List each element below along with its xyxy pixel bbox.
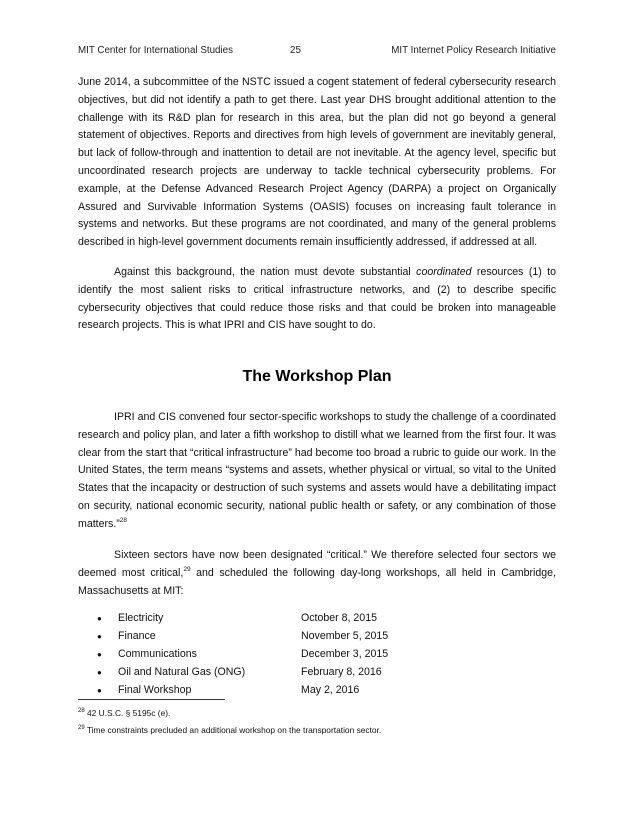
workshop-date: February 8, 2016 — [301, 665, 382, 678]
paragraph-2 — [78, 264, 556, 335]
workshop-date: October 8, 2015 — [301, 612, 377, 624]
workshop-name: Oil and Natural Gas (ONG) — [118, 665, 246, 678]
header-right: MIT Internet Policy Research Initiative — [391, 45, 556, 56]
footnote-text: Time constraints precluded an additional workshop on the transportation sector. — [84, 725, 382, 735]
paragraph-2-before: Against this background, the nation must devote substantial — [114, 266, 417, 278]
list-item — [78, 628, 556, 646]
footnote-divider — [78, 699, 225, 700]
bullet-icon: ● — [97, 649, 102, 659]
header-left: MIT Center for International Studies — [78, 45, 234, 56]
footnote-28 — [78, 706, 556, 720]
workshop-date: May 2, 2016 — [301, 683, 360, 696]
paragraph-4-after: and scheduled the following day-long workshops, all held in Cambridge, Massachusetts at MIT: — [78, 566, 557, 597]
footnote-ref-29[interactable]: 29 — [183, 565, 191, 573]
paragraph-3 — [78, 409, 556, 534]
bullet-icon: ● — [97, 667, 102, 677]
section-title: The Workshop Plan — [242, 368, 392, 385]
paragraph-4-text — [78, 547, 556, 600]
workshop-name: Electricity — [118, 612, 164, 624]
page-number: 25 — [290, 45, 301, 56]
bullet-icon: ● — [97, 614, 102, 623]
workshop-date: December 3, 2015 — [301, 647, 389, 660]
footnotes — [78, 706, 556, 740]
footnote-number: 29 — [78, 725, 85, 731]
footnote-29 — [78, 723, 556, 737]
paragraph-2-emphasis: coordinated — [416, 266, 472, 278]
list-item — [78, 646, 556, 664]
paragraph-1 — [78, 74, 556, 252]
workshop-name: Final Workshop — [118, 683, 192, 696]
paragraph-4 — [78, 547, 556, 600]
workshop-list — [78, 610, 556, 699]
page-header — [78, 45, 556, 59]
paragraph-3-text — [78, 409, 556, 534]
bullet-icon: ● — [97, 631, 102, 641]
bullet-icon: ● — [97, 685, 102, 695]
paragraph-3-body: IPRI and CIS convened four sector-specific workshops to study the challenge of a coordinated research and policy plan, and later a fifth workshop to distill what we learned from the first four. It was clear from the start that “critical infrastructure” had become too broad a rubric to guide our work. In the United States, the term means “systems and assets, whether physical or virtual, so vital to the United States that the incapacity or destruction of such systems and assets would have a debilitating impact on security, national economic security, national public health or safety, or any combination of those matters.” — [78, 411, 556, 530]
list-item — [78, 664, 556, 682]
footnote-ref-28[interactable]: 28 — [119, 516, 128, 524]
workshop-name: Finance — [118, 629, 156, 642]
paragraph-2-text — [78, 264, 556, 335]
list-item — [78, 682, 556, 700]
paragraph-4-before: Sixteen sectors have now been designated “critical.” We therefore selected four sectors we deemed most critical, — [78, 549, 556, 579]
paragraph-1-text: June 2014, a subcommittee of the NSTC issued a cogent statement of federal cybersecurity research objectives, but did not identify a path to get there. Last year DHS brought additional attention to the challenge with its R&D plan for research in this area, but the plan did not go beyond a general statement of objectives. Reports and directives from high levels of government are inevitably general, but lack of follow-through and inattention to detail are not inevitable. At the agency level, specific but uncoordinated research projects are underway to tackle technical cybersecurity problems. For example, at the Defense Advanced Research Project Agency (DARPA) a project on Organically Assured and Survivable Information Systems (OASIS) focuses on increasing fault tolerance in systems and networks. But these programs are not coordinated, and many of the general problems described in high-level government documents remain insufficiently addressed, if addressed at all. — [78, 76, 556, 249]
workshop-name: Communications — [118, 647, 197, 660]
workshop-date: November 5, 2015 — [301, 629, 389, 642]
paragraph-2-after: resources (1) to identify the most salient risks to critical infrastructure networks, and (2) to describe specific cybersecurity objectives that could reduce those risks and that could be broken into manageable research projects. This is what IPRI and CIS have sought to do. — [78, 266, 556, 332]
footnote-text: 42 U.S.C. § 5195c (e). — [84, 708, 171, 718]
list-item — [78, 610, 556, 628]
footnote-number: 28 — [78, 708, 85, 714]
